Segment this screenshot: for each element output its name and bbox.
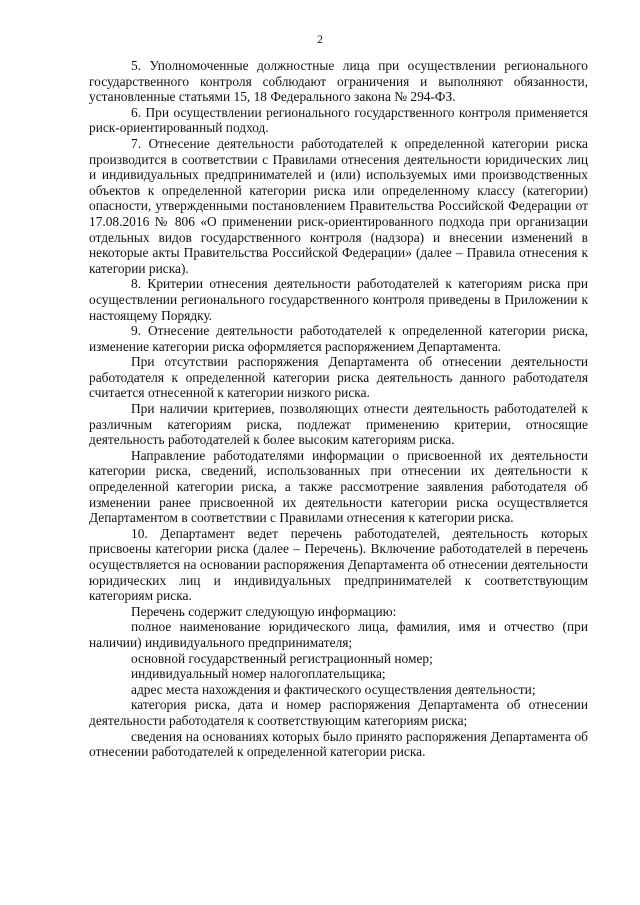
paragraph-no-order-low-risk: При отсутствии распоряжения Департамента об отнесении деятельности работодателя к определенной категории риска деятельность данного работодателя считается отнесенной к категории низкого риска. (89, 354, 588, 401)
list-item-grounds: сведения на основаниях которых было принято распоряжения Департамента об отнесении работодателей к определенной категории риска. (89, 728, 588, 760)
list-item-full-name: полное наименование юридического лица, фамилия, имя и отчество (при наличии) индивидуального предпринимателя; (89, 619, 588, 650)
page-number: 2 (317, 32, 323, 46)
document-body (89, 58, 588, 760)
paragraph-item-6: 6. При осуществлении регионального государственного контроля применяется риск-ориентированный подход. (89, 104, 588, 136)
paragraph-risk-info-submission: Направление работодателями информации о присвоенной их деятельности категории риска, сведений, использованных при отнесении их деятельности к определенной категории риска, а также рассмотрение заявления работодателя об изменении ранее присвоенной их деятельности категории риска осуществляется Департаментом в соответствии с Правилами отнесения к категории риска. (89, 447, 588, 526)
list-item-ogrn: основной государственный регистрационный номер; (131, 650, 433, 666)
list-item-address: адрес места нахождения и фактического осуществления деятельности; (131, 681, 536, 697)
paragraph-list-intro: Перечень содержит следующую информацию: (131, 603, 397, 619)
list-item-risk-category: категория риска, дата и номер распоряжения Департамента об отнесении деятельности работодателя к соответствующим категориям риска; (89, 697, 588, 728)
paragraph-item-7: 7. Отнесение деятельности работодателей к определенной категории риска производится в соответствии с Правилами отнесения деятельности юридических лиц и индивидуальных предпринимателей и (или) используемых ими производственных объектов к определенной категории риска или определенному классу (категории) опасности, утвержденными постановлением Правительства Российской Федерации от 17.08.2016 № 806 «О применении риск-ориентированного подхода при организации отдельных видов государственного контроля (надзора) и внесении изменений в некоторые акты Правительства Российской Федерации» (далее – Правила отнесения к категории риска). (89, 135, 588, 276)
paragraph-item-5: 5. Уполномоченные должностные лица при осуществлении регионального государственного контроля соблюдают ограничения и выполняют обязанности, установленные статьями 15, 18 Федерального закона № 294-ФЗ. (89, 58, 588, 105)
paragraph-higher-risk-criteria: При наличии критериев, позволяющих отнести деятельность работодателей к различным категориям риска, подлежат применению критерии, относящие деятельность работодателей к более высоким категориям риска. (89, 401, 588, 448)
paragraph-item-9: 9. Отнесение деятельности работодателей к определенной категории риска, изменение категории риска оформляется распоряжением Департамента. (89, 323, 588, 354)
list-item-inn: индивидуальный номер налогоплательщика; (131, 666, 386, 682)
paragraph-item-10: 10. Департамент ведет перечень работодателей, деятельность которых присвоены категории риска (далее – Перечень). Включение работодателей в перечень осуществляется на основании распоряжения Департамента об отнесении деятельности юридических лиц и индивидуальных предпринимателей к соответствующим категориям риска. (89, 525, 588, 604)
paragraph-item-8: 8. Критерии отнесения деятельности работодателей к категориям риска при осуществлении регионального государственного контроля приведены в Приложении к настоящему Порядку. (89, 276, 588, 323)
